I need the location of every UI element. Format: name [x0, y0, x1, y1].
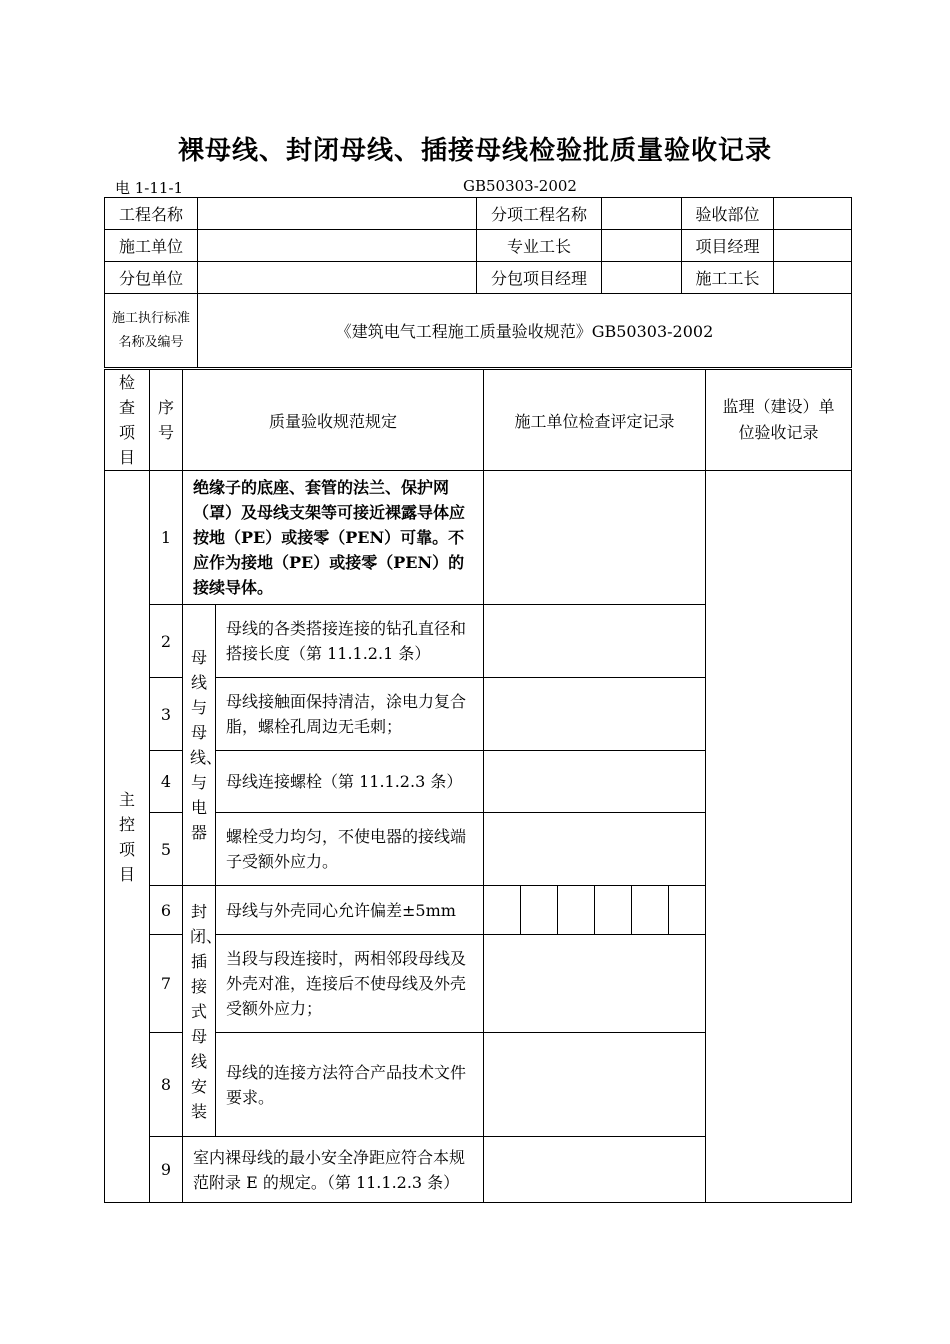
measure-cell[interactable] [669, 886, 706, 935]
construction-leader-label: 施工工长 [682, 262, 774, 294]
col-seq: 序号 [150, 370, 183, 471]
measure-cell[interactable] [521, 886, 558, 935]
construction-unit-label: 施工单位 [105, 230, 198, 262]
construction-record-cell[interactable] [484, 1137, 706, 1203]
project-name-label: 工程名称 [105, 198, 198, 230]
subcontract-manager-field[interactable] [602, 262, 682, 294]
measure-cell[interactable] [632, 886, 669, 935]
acceptance-part-label: 验收部位 [682, 198, 774, 230]
construction-record-cell[interactable] [484, 471, 706, 605]
standard-value: 《建筑电气工程施工质量验收规范》GB50303-2002 [198, 294, 852, 368]
construction-record-cell[interactable] [484, 935, 706, 1033]
col-check-item: 检查项目 [105, 370, 150, 471]
project-manager-field[interactable] [774, 230, 852, 262]
item-no: 4 [150, 751, 183, 813]
item-text: 母线与外壳同心允许偏差±5mm [216, 886, 484, 935]
item-text: 母线连接螺栓（第 11.1.2.3 条） [216, 751, 484, 813]
project-manager-label: 项目经理 [682, 230, 774, 262]
page-title: 裸母线、封闭母线、插接母线检验批质量验收记录 [177, 136, 772, 166]
item-no: 7 [150, 935, 183, 1033]
construction-unit-field[interactable] [198, 230, 477, 262]
project-name-field[interactable] [198, 198, 477, 230]
form-code: 电 1-11-1 [115, 179, 184, 197]
measure-cell[interactable] [558, 886, 595, 935]
header-table [104, 197, 852, 368]
construction-record-cell[interactable] [484, 751, 706, 813]
item-no: 5 [150, 813, 183, 886]
measure-cell[interactable] [484, 886, 521, 935]
subcontract-unit-field[interactable] [198, 262, 477, 294]
acceptance-part-field[interactable] [774, 198, 852, 230]
item-text: 母线接触面保持清洁，涂电力复合脂，螺栓孔周边无毛刺； [216, 678, 484, 751]
sub-project-label: 分项工程名称 [477, 198, 602, 230]
construction-leader-field[interactable] [774, 262, 852, 294]
construction-record-cell[interactable] [484, 1033, 706, 1137]
col-supervision-record: 监理（建设）单位验收记录 [706, 370, 852, 471]
item-no: 6 [150, 886, 183, 935]
item-no: 9 [150, 1137, 183, 1203]
sub-project-field[interactable] [602, 198, 682, 230]
item-text: 母线的连接方法符合产品技术文件要求。 [216, 1033, 484, 1137]
subcontract-manager-label: 分包项目经理 [477, 262, 602, 294]
group-label-busbar: 母线与母线、与电器 [183, 605, 216, 886]
group-label-enclosed: 封闭、插接式母线安装 [183, 886, 216, 1137]
item-no: 2 [150, 605, 183, 678]
foreman-field[interactable] [602, 230, 682, 262]
item-no: 3 [150, 678, 183, 751]
construction-record-cell[interactable] [484, 678, 706, 751]
item-no: 8 [150, 1033, 183, 1137]
col-spec: 质量验收规范规定 [183, 370, 484, 471]
construction-record-cell[interactable] [484, 813, 706, 886]
subcontract-unit-label: 分包单位 [105, 262, 198, 294]
inspection-table [104, 369, 852, 1203]
item-text: 母线的各类搭接连接的钻孔直径和搭接长度（第 11.1.2.1 条） [216, 605, 484, 678]
supervision-record-cell[interactable] [706, 471, 852, 1203]
item-text: 当段与段连接时，两相邻段母线及外壳对准，连接后不使母线及外壳受额外应力； [216, 935, 484, 1033]
standard-label: 施工执行标准名称及编号 [105, 294, 198, 368]
item-text: 室内裸母线的最小安全净距应符合本规范附录 E 的规定。（第 11.1.2.3 条） [183, 1137, 484, 1203]
construction-record-cell[interactable] [484, 605, 706, 678]
standard-code: GB50303-2002 [463, 177, 577, 195]
measure-cell[interactable] [595, 886, 632, 935]
item-no: 1 [150, 471, 183, 605]
col-construction-record: 施工单位检查评定记录 [484, 370, 706, 471]
foreman-label: 专业工长 [477, 230, 602, 262]
main-control-label: 主控项目 [105, 471, 150, 1203]
item-text: 绝缘子的底座、套管的法兰、保护网（罩）及母线支架等可接近裸露导体应按地（PE）或接零（PEN）可靠。不应作为接地（PE）或接零（PEN）的接续导体。 [183, 471, 484, 605]
item-text: 螺栓受力均匀，不使电器的接线端子受额外应力。 [216, 813, 484, 886]
